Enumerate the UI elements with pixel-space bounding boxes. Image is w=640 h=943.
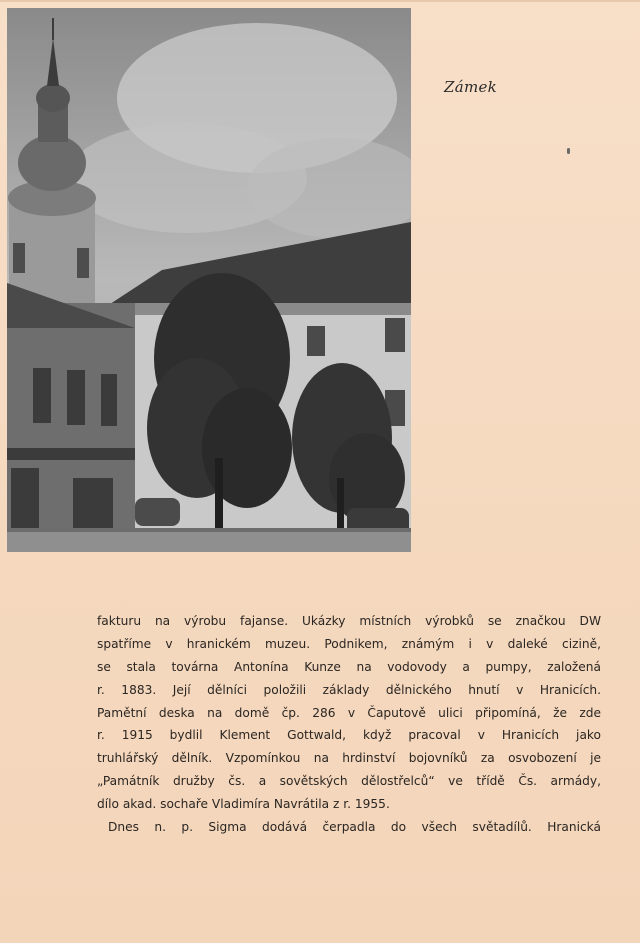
castle-photo-image <box>7 8 411 552</box>
text-line: Pamětní deska na domě čp. 286 v Čaputově ulici připomíná, že zde <box>97 705 601 720</box>
text-line: Dnes n. p. Sigma dodává čerpadla do všech světadílů. Hranická <box>108 820 601 835</box>
text-line: spatříme v hranickém muzeu. Podnikem, známým i v daleké cizině, <box>97 636 601 651</box>
castle-photo <box>7 8 411 552</box>
photo-caption: Zámek <box>444 78 498 96</box>
text-line: fakturu na výrobu fajanse. Ukázky místních výrobků se značkou DW <box>97 614 601 628</box>
text-line: r. 1915 bydlil Klement Gottwald, když pracoval v Hranicích jako <box>97 728 601 743</box>
text-line: se stala továrna Antonína Kunze na vodovody a pumpy, založená <box>97 659 601 674</box>
text-line: „Památník družby čs. a sovětských dělostřelců“ ve třídě Čs. armády, <box>97 774 601 789</box>
body-text <box>97 610 601 839</box>
text-line: truhlářský dělník. Vzpomínkou na hrdinství bojovníků za osvobození je <box>97 751 601 766</box>
text-line: r. 1883. Její dělníci položili základy dělnického hnutí v Hranicích. <box>97 682 601 697</box>
print-speck <box>567 148 570 154</box>
text-line: dílo akad. sochaře Vladimíra Navrátila z r. 1955. <box>97 797 390 812</box>
